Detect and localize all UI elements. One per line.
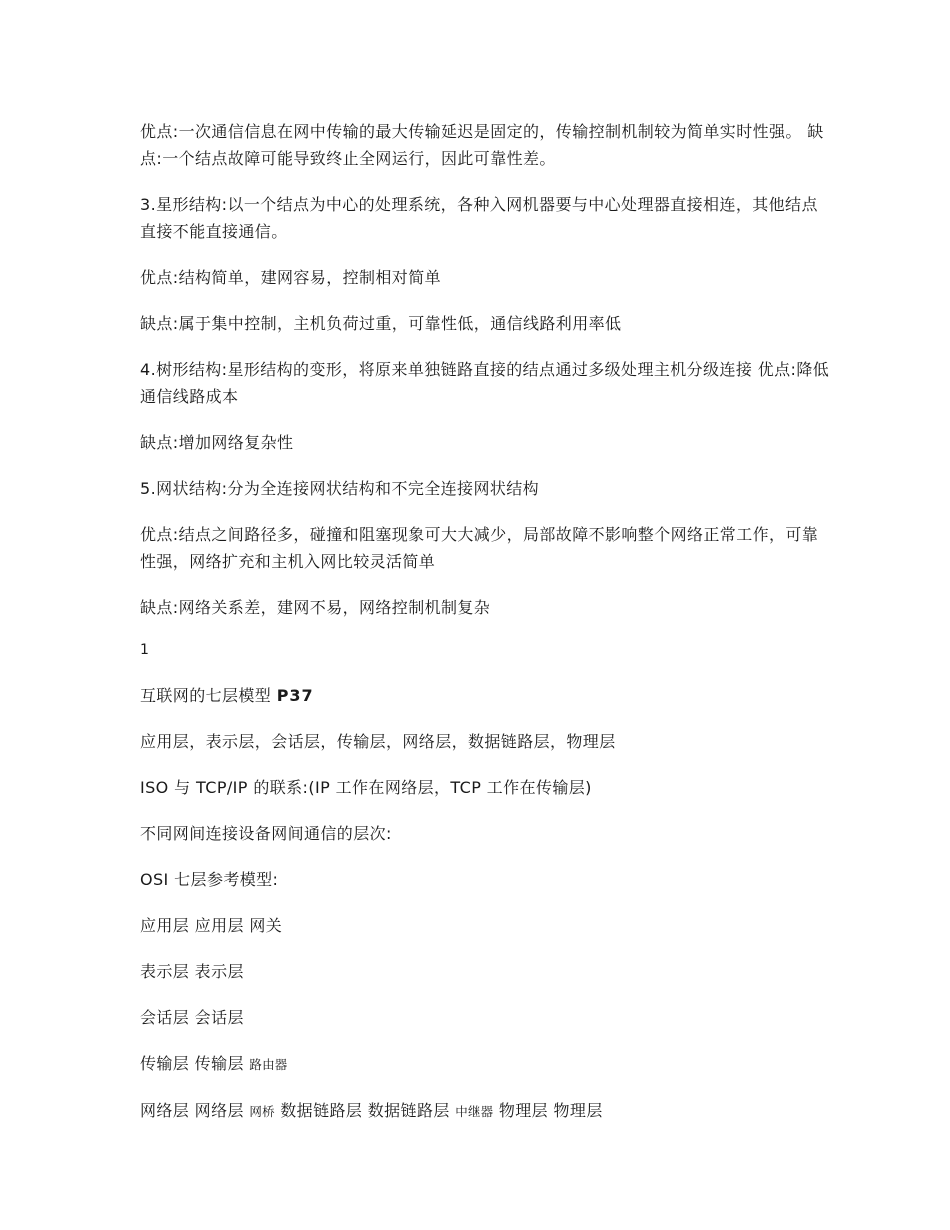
bridge-label: 网桥	[249, 1104, 275, 1119]
device-layers-heading: 不同网间连接设备网间通信的层次:	[140, 824, 392, 843]
transport-layer-text: 传输层 传输层	[140, 1054, 250, 1073]
router-label: 路由器	[249, 1057, 288, 1072]
paragraph-tree-structure: 4.树形结构:星形结构的变形，将原来单独链路直接的结点通过多级处理主机分级连接 优点:降低通信线路成本	[140, 360, 830, 406]
layers-list: 应用层，表示层，会话层，传输层，网络层，数据链路层，物理层	[140, 732, 616, 751]
row-application-layer: 应用层 应用层 网关	[140, 916, 283, 935]
section-title-text: 互联网的七层模型	[140, 686, 277, 705]
row-session-layer: 会话层 会话层	[140, 1008, 244, 1027]
paragraph-mesh-structure: 5.网状结构:分为全连接网状结构和不完全连接网状结构	[140, 479, 540, 498]
row-presentation-layer: 表示层 表示层	[140, 962, 244, 981]
paragraph-tree-cons: 缺点:增加网络复杂性	[140, 433, 294, 452]
paragraph-mesh-cons: 缺点:网络关系差，建网不易，网络控制机制复杂	[140, 598, 491, 617]
row-network-datalink-physical	[140, 1097, 830, 1125]
section-title	[140, 682, 830, 709]
section-title-page-ref: P37	[276, 686, 314, 705]
row-transport-layer	[140, 1050, 830, 1078]
network-layer-text: 网络层 网络层	[140, 1101, 250, 1120]
physical-layer-text: 物理层 物理层	[493, 1101, 603, 1120]
paragraph-bus-pros-cons: 优点:一次通信信息在网中传输的最大传输延迟是固定的，传输控制机制较为简单实时性强。 缺点:一个结点故障可能导致终止全网运行，因此可靠性差。	[140, 122, 824, 168]
repeater-label: 中继器	[455, 1104, 494, 1119]
paragraph-star-cons: 缺点:属于集中控制，主机负荷过重，可靠性低，通信线路利用率低	[140, 314, 622, 333]
paragraph-star-pros: 优点:结构简单，建网容易，控制相对简单	[140, 268, 441, 287]
iso-tcpip-relation: ISO 与 TCP/IP 的联系:(IP 工作在网络层，TCP 工作在传输层)	[140, 778, 592, 797]
datalink-layer-text: 数据链路层 数据链路层	[274, 1101, 456, 1120]
document-page	[140, 118, 830, 1144]
osi-model-heading: OSI 七层参考模型:	[140, 870, 279, 889]
paragraph-mesh-pros: 优点:结点之间路径多，碰撞和阻塞现象可大大减少，局部故障不影响整个网络正常工作，可靠性强，网络扩充和主机入网比较灵活简单	[140, 525, 819, 571]
paragraph-star-structure: 3.星形结构:以一个结点为中心的处理系统，各种入网机器要与中心处理器直接相连，其他结点直接不能直接通信。	[140, 195, 818, 241]
page-number: 1	[140, 642, 149, 658]
